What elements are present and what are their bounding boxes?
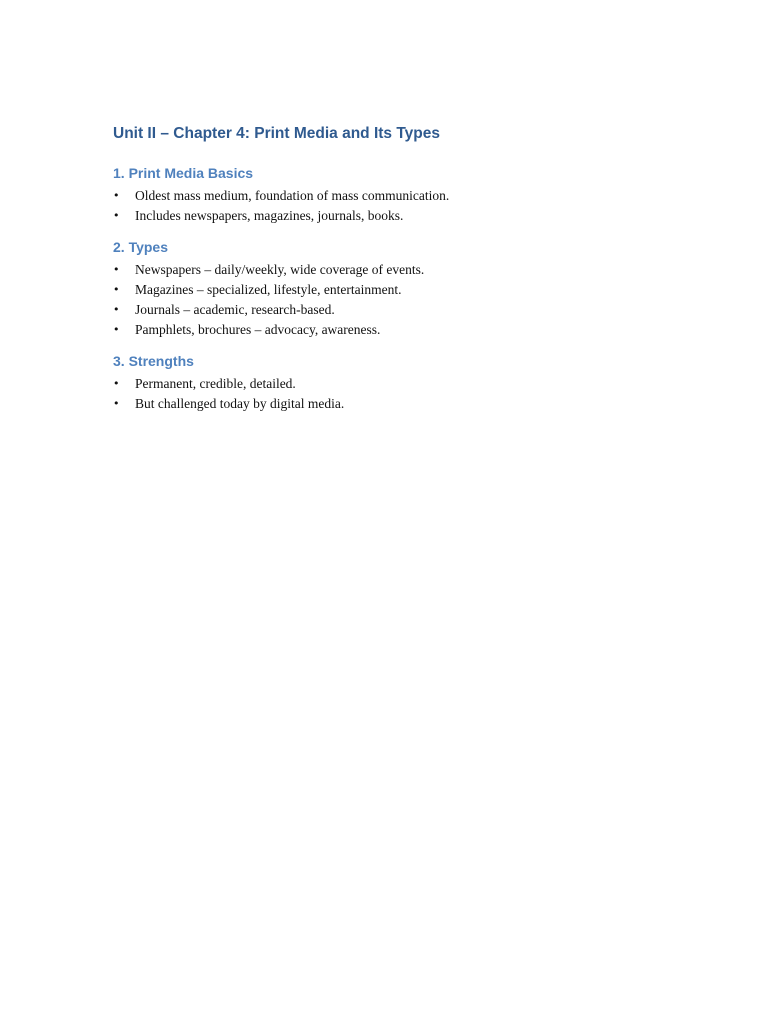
section-print-media-basics (113, 163, 713, 226)
bullet-icon: • (113, 263, 120, 276)
section-types (113, 237, 713, 340)
list-item (113, 280, 713, 300)
bullet-icon: • (113, 377, 120, 390)
section-strengths (113, 351, 713, 414)
bullet-list (113, 374, 713, 414)
bullet-icon: • (113, 303, 120, 316)
bullet-icon: • (113, 283, 120, 296)
list-item-text: Newspapers – daily/weekly, wide coverage of events. (135, 262, 425, 277)
section-heading: 1. Print Media Basics (113, 165, 254, 181)
list-item (113, 206, 713, 226)
bullet-list (113, 260, 713, 340)
list-item (113, 186, 713, 206)
list-item-text: Permanent, credible, detailed. (135, 376, 296, 391)
section-heading: 2. Types (113, 239, 168, 255)
list-item-text: Journals – academic, research-based. (135, 302, 335, 317)
list-item-text: But challenged today by digital media. (135, 396, 345, 411)
list-item-text: Pamphlets, brochures – advocacy, awareness. (135, 322, 381, 337)
bullet-icon: • (113, 397, 120, 410)
list-item (113, 320, 713, 340)
list-item-text: Includes newspapers, magazines, journals, books. (135, 208, 404, 223)
bullet-list (113, 186, 713, 226)
section-heading: 3. Strengths (113, 353, 194, 369)
list-item-text: Magazines – specialized, lifestyle, entertainment. (135, 282, 402, 297)
document-body (113, 123, 713, 425)
list-item (113, 374, 713, 394)
bullet-icon: • (113, 209, 120, 222)
list-item (113, 260, 713, 280)
bullet-icon: • (113, 189, 120, 202)
document-title: Unit II – Chapter 4: Print Media and Its Types (113, 125, 440, 142)
list-item (113, 300, 713, 320)
list-item (113, 394, 713, 414)
list-item-text: Oldest mass medium, foundation of mass communication. (135, 188, 450, 203)
bullet-icon: • (113, 323, 120, 336)
